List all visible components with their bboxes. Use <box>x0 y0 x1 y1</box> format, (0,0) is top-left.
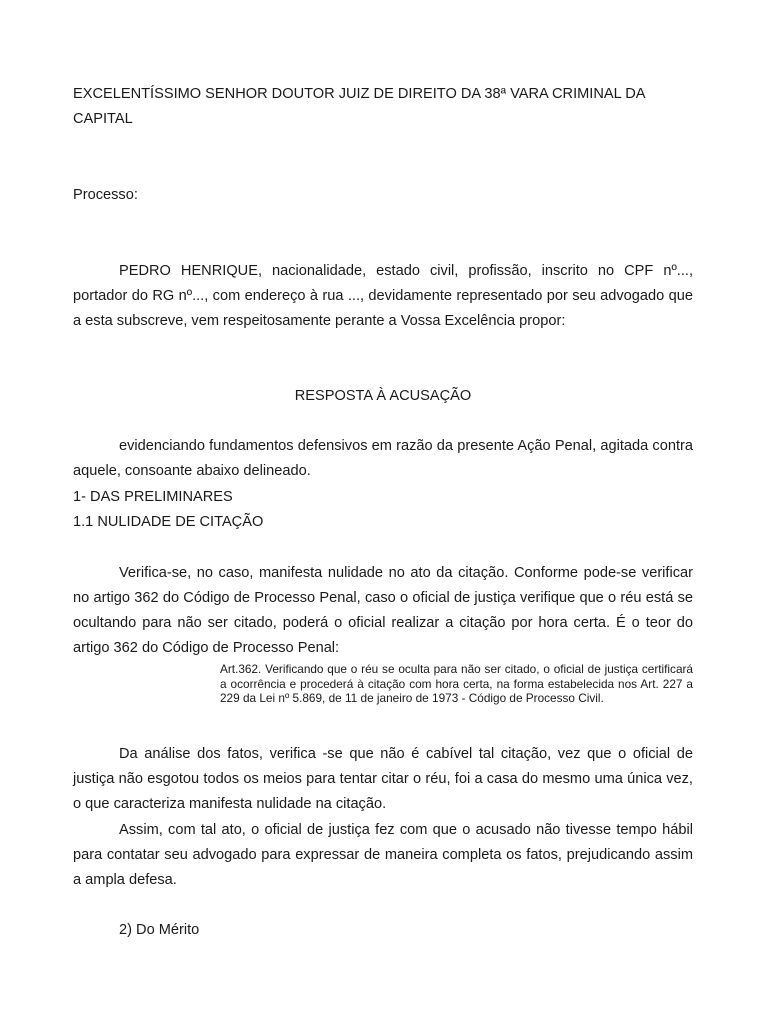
section-merit-heading: 2) Do Mérito <box>119 922 200 938</box>
article-362-quote: Art.362. Verificando que o réu se oculta para não ser citado, o oficial de justiça certificará a ocorrência e procederá à citação com hora certa, na forma estabelecida nos Art. 227 a 229 da Lei nº 5.869, de 11 de janeiro de 1973 - Código de Processo Civil. <box>220 662 693 705</box>
conclusion-paragraph: Assim, com tal ato, o oficial de justiça fez com que o acusado não tivesse tempo hábil para contatar seu advogado para expressar de maneira completa os fatos, prejudicando assim a ampla defesa. <box>73 822 693 888</box>
section-preliminaries-heading: 1- DAS PRELIMINARES <box>73 489 233 505</box>
analysis-paragraph: Da análise dos fatos, verifica -se que não é cabível tal citação, vez que o oficial de justiça não esgotou todos os meios para tentar citar o réu, foi a casa do mesmo uma única vez, o que caracteriza manifesta nulidade na citação. <box>73 746 693 812</box>
section-citation-nullity-heading: 1.1 NULIDADE DE CITAÇÃO <box>73 514 264 530</box>
document-title: RESPOSTA À ACUSAÇÃO <box>294 388 472 404</box>
addressee-heading: EXCELENTÍSSIMO SENHOR DOUTOR JUIZ DE DIREITO DA 38ª VARA CRIMINAL DA CAPITAL <box>73 86 645 127</box>
intro-paragraph: evidenciando fundamentos defensivos em razão da presente Ação Penal, agitada contra aquele, consoante abaixo delineado. <box>73 438 693 479</box>
citation-paragraph: Verifica-se, no caso, manifesta nulidade no ato da citação. Conforme pode-se verificar no artigo 362 do Código de Processo Penal, caso o oficial de justiça verifique que o réu está se ocultando para não ser citado, poderá o oficial realizar a citação por hora certa. É o teor do artigo 362 do Código de Processo Penal: <box>73 565 693 656</box>
process-label: Processo: <box>73 187 138 203</box>
qualification-paragraph: PEDRO HENRIQUE, nacionalidade, estado civil, profissão, inscrito no CPF nº..., portador do RG nº..., com endereço à rua ..., devidamente representado por seu advogado que a esta subscreve, vem respeitosamente perante a Vossa Excelência propor: <box>73 263 693 329</box>
